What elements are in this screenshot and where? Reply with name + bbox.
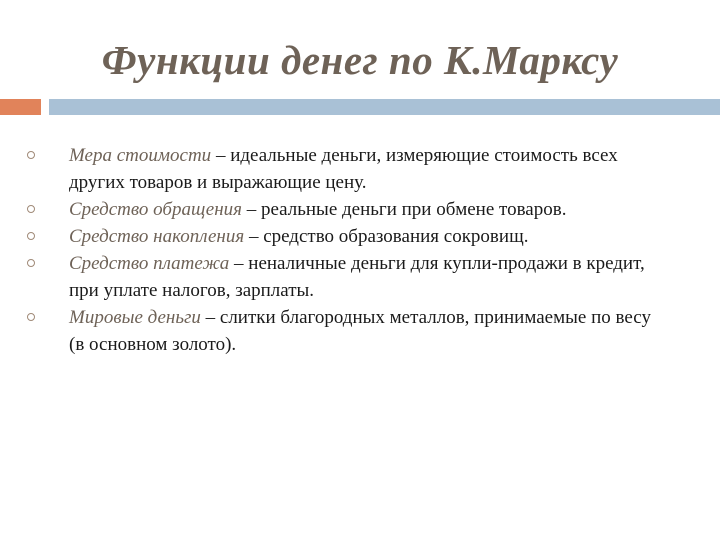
list-item-term: Средство платежа (69, 253, 230, 274)
list-item-world-money (22, 304, 662, 358)
list-item-term: Средство накопления (69, 226, 245, 247)
list-item-separator: – (200, 307, 220, 328)
list-item-measure-of-value (22, 142, 662, 196)
circle-outline-icon (27, 232, 35, 240)
list-item-description: неналичные деньги для купли-продажи в кредит, при уплате налогов, зарплаты. (69, 253, 645, 301)
circle-outline-icon (27, 259, 35, 267)
list-item-description: реальные деньги при обмене товаров. (260, 199, 567, 220)
list-item-description: средство образования сокровищ. (263, 226, 529, 247)
list-item-separator: – (244, 226, 264, 247)
title-underline-bar (49, 99, 720, 115)
list-item-medium-of-circulation (22, 196, 662, 223)
list-item-separator: – (241, 199, 261, 220)
list-item-description: слитки благородных металлов, принимаемые по весу (в основном золото). (69, 307, 651, 355)
functions-list (22, 142, 662, 358)
circle-outline-icon (27, 313, 35, 321)
list-item-term: Мера стоимости (69, 145, 212, 166)
list-item-term: Средство обращения (69, 199, 242, 220)
slide-title: Функции денег по К.Марксу (101, 37, 619, 83)
circle-outline-icon (27, 151, 35, 159)
list-item-means-of-payment (22, 250, 662, 304)
list-item-term: Мировые деньги (69, 307, 201, 328)
accent-gap (41, 99, 49, 115)
circle-outline-icon (27, 205, 35, 213)
list-item-separator: – (229, 253, 249, 274)
list-item-store-of-value (22, 223, 662, 250)
list-item-separator: – (211, 145, 231, 166)
accent-square (0, 99, 41, 115)
list-item-description: идеальные деньги, измеряющие стоимость всех других товаров и выражающие цену. (69, 145, 618, 193)
